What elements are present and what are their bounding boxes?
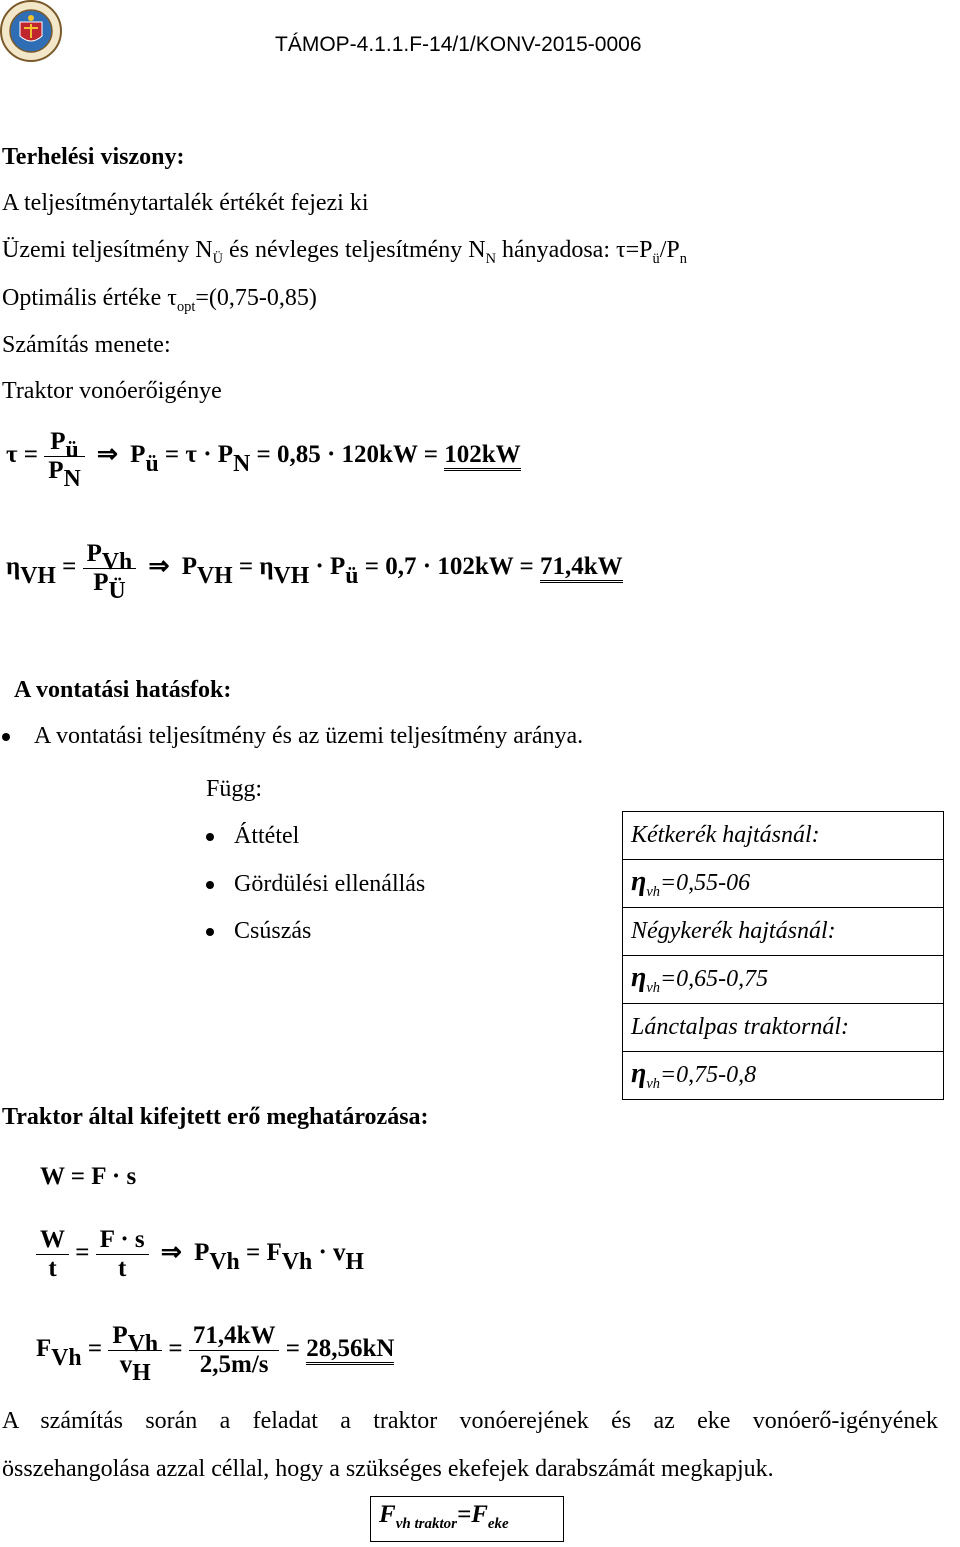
- text-line: A teljesítménytartalék értékét fejezi ki: [2, 190, 369, 216]
- depends-label: Függ:: [206, 776, 263, 802]
- text-line: Traktor vonóerőigénye: [2, 378, 222, 404]
- text-line: Üzemi teljesítmény $N_Ü$ és névleges teljesítmény $N_N$ hányadosa: $\tau=P_ü/P_n$: [2, 237, 687, 267]
- project-code: TÁMOP-4.1.1.F-14/1/KONV-2015-0006: [275, 33, 642, 56]
- table-row: [623, 1052, 944, 1100]
- table-cell: Négykerék hajtásnál:: [623, 908, 944, 956]
- equation-eta: ηVH = $\frac{\text{PVh}}{PÜ}$ ⇒ PVH = ηVH · Pü = 0,7 · 102kW = 71,4kW: [6, 540, 623, 605]
- table-cell: $\eta_{vh}=0,65-0,75$: [623, 956, 944, 1004]
- closing-line: A számítás során a feladat a traktor vonóerejének és az eke vonóerő-igényének: [2, 1408, 938, 1434]
- equation-force: FVh = $\frac{\text{PVh}}{vH}$ = $\frac{71,4kW}{2,5m/s}$ = 28,56kN: [36, 1322, 395, 1387]
- equation-power: $\frac{W}{t}$ = $\frac{F \cdot s}{t}$ ⇒ PVh = FVh · vH: [36, 1226, 364, 1283]
- bullet-icon: [2, 733, 10, 741]
- table-cell: Kétkerék hajtásnál:: [623, 812, 944, 860]
- table-cell: $\eta_{vh}=0,75-0,8$: [623, 1052, 944, 1100]
- list-item: Csúszás: [206, 918, 311, 945]
- list-item: Áttétel: [206, 823, 299, 850]
- section-title-load: Terhelési viszony:: [2, 144, 185, 170]
- table-cell: Lánctalpas traktornál:: [623, 1004, 944, 1052]
- closing-paragraph: [2, 1408, 938, 1483]
- section-title-efficiency: A vontatási hatásfok:: [14, 677, 232, 703]
- result-value: 102kW: [444, 441, 520, 471]
- efficiency-table: [622, 811, 944, 1100]
- table-row: [623, 1004, 944, 1052]
- text-line: Optimális értéke $\tau_{opt}=(0,75-0,85)$: [2, 285, 317, 315]
- text-line: Számítás menete:: [2, 332, 171, 358]
- bullet-icon: [206, 833, 214, 841]
- table-row: [623, 908, 944, 956]
- equation-work: W = F · s: [40, 1163, 137, 1190]
- result-value: 71,4kW: [540, 553, 623, 583]
- university-seal-logo: [0, 0, 62, 62]
- list-item: Gördülési ellenállás: [206, 871, 425, 898]
- closing-line: összehangolása azzal céllal, hogy a szükséges ekefejek darabszámát megkapjuk.: [2, 1456, 774, 1482]
- formula-box: $F_{vh traktor}=F_{eke}$: [370, 1496, 564, 1542]
- bullet-icon: [206, 881, 214, 889]
- table-row: [623, 860, 944, 908]
- table-cell: $\eta_{vh}=0,55-06$: [623, 860, 944, 908]
- table-row: [623, 812, 944, 860]
- section-title-force: Traktor által kifejtett erő meghatározása:: [2, 1104, 429, 1130]
- table-row: [623, 956, 944, 1004]
- bullet-item: A vontatási teljesítmény és az üzemi teljesítmény aránya.: [2, 723, 583, 750]
- bullet-icon: [206, 928, 214, 936]
- equation-tau: τ = $\frac{Pü}{PN}$ ⇒ Pü = τ · PN = 0,85 · 120kW = 102kW: [6, 428, 521, 493]
- result-value: 28,56kN: [306, 1335, 394, 1365]
